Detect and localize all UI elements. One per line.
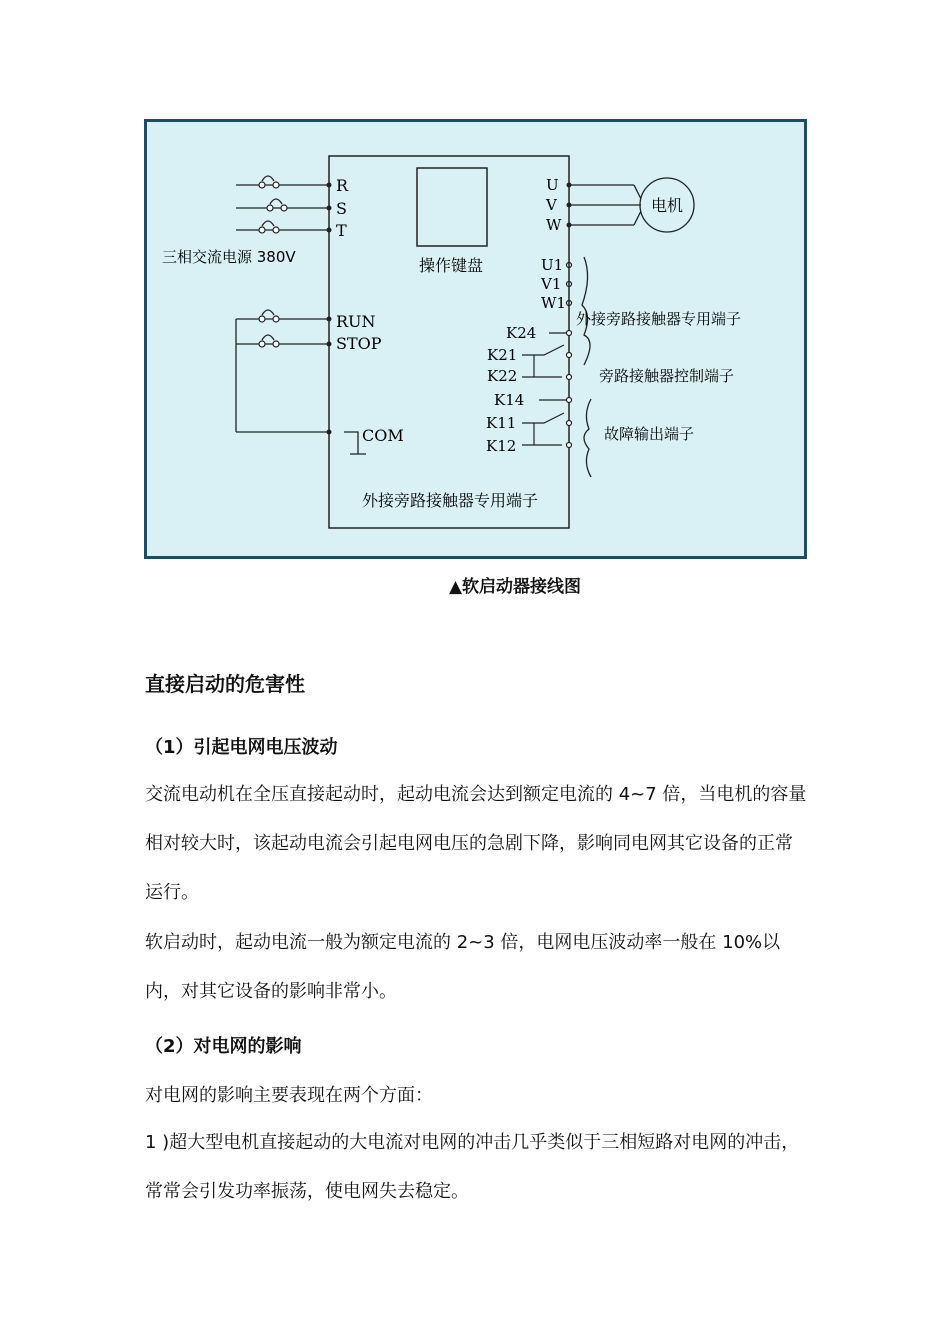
terminal-t: T [336,221,347,240]
terminal-v1: V1 [541,275,562,293]
terminal-k14: K14 [494,391,525,409]
terminal-r: R [336,176,349,195]
terminal-k24: K24 [506,324,537,342]
terminal-k11: K11 [486,414,517,432]
group-label-fault: 故障输出端子 [604,425,695,443]
section-heading: 直接启动的危害性 [145,672,305,696]
group-label-bypass: 外接旁路接触器专用端子 [576,310,742,328]
paragraph-1: 交流电动机在全压直接起动时，起动电流会达到额定电流的 4~7 倍，当电机的容量相对较大时，该起动电流会引起电网电压的急剧下降，影响同电网其它设备的正常运行。 [145,784,807,903]
keypad-label: 操作键盘 [418,256,484,275]
subheading-1: （1）引起电网电压波动 [145,737,338,758]
paragraph-2: 软启动时，起动电流一般为额定电流的 2~3 倍，电网电压波动率一般在 10%以内，对其它设备的影响非常小。 [145,932,781,1002]
box-bottom-label: 外接旁路接触器专用端子 [361,491,539,510]
terminal-com: COM [362,426,404,445]
terminal-w1: W1 [541,294,566,312]
terminal-u: U [546,176,559,194]
terminal-w: W [546,216,562,234]
group-label-control: 旁路接触器控制端子 [599,367,735,385]
terminal-k12: K12 [486,437,517,455]
terminal-k21: K21 [487,346,518,364]
wiring-diagram [144,119,807,559]
terminal-v: V [546,196,557,214]
terminal-run: RUN [336,312,376,331]
power-label: 三相交流电源 380V [162,248,296,266]
terminal-u1: U1 [541,256,564,274]
paragraph-3: 对电网的影响主要表现在两个方面： [145,1085,433,1106]
terminal-stop: STOP [336,334,382,353]
subheading-2: （2）对电网的影响 [145,1036,302,1057]
terminal-k22: K22 [487,367,518,385]
list-item-1: 1 )超大型电机直接起动的大电流对电网的冲击几乎类似于三相短路对电网的冲击，常常会引发功率振荡，使电网失去稳定。 [145,1132,800,1202]
figure-caption: ▲软启动器接线图 [448,577,582,597]
terminal-s: S [336,199,347,218]
motor-label: 电机 [650,196,684,215]
